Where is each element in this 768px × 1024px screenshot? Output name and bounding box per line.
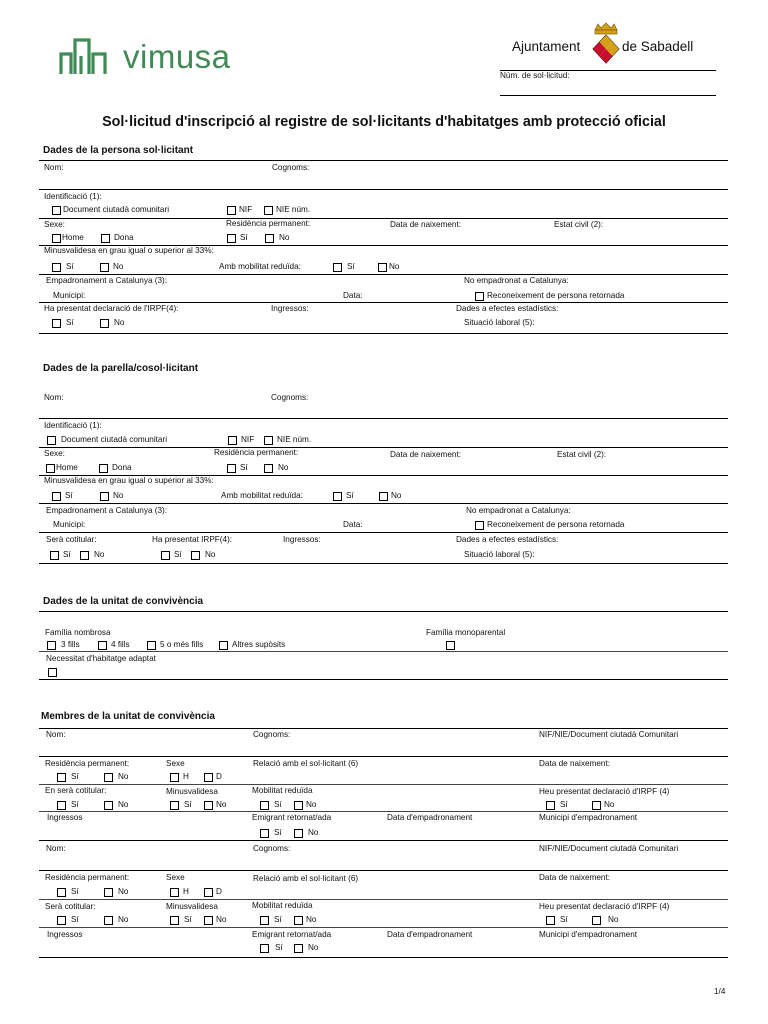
irpf-declaracio-label: Ha presentat declaració de l'IRPF(4): bbox=[44, 304, 179, 313]
m1-emigrant-si-checkbox[interactable] bbox=[260, 829, 269, 838]
m1-minus-no-label: No bbox=[216, 800, 227, 809]
m1-emigrant-si-label: Sí bbox=[274, 828, 282, 837]
irpf-no-checkbox[interactable] bbox=[100, 319, 109, 328]
m2-ingressos-label: Ingressos bbox=[47, 930, 83, 939]
ingressos-label: Ingressos: bbox=[271, 304, 309, 313]
habitatge-adaptat-checkbox[interactable] bbox=[48, 668, 57, 677]
m1-minus-si-label: Sí bbox=[184, 800, 192, 809]
m2-sexe-d-checkbox[interactable] bbox=[204, 888, 213, 897]
p-municipi-label: Municipi: bbox=[53, 520, 86, 529]
p-sera-cotitular-label: Serà cotitular: bbox=[46, 535, 97, 544]
m2-minusvalidesa-label: Minusvalidesa bbox=[166, 902, 218, 911]
ajuntament-logo bbox=[512, 22, 712, 66]
s1-rule-4 bbox=[39, 274, 728, 275]
m2-cotitular-label: Serà cotitular: bbox=[45, 902, 96, 911]
m1-cotitular-no-label: No bbox=[118, 800, 129, 809]
p-minusvalidesa-si-label: Sí bbox=[65, 491, 73, 500]
m1-mobilitat-no-checkbox[interactable] bbox=[294, 801, 303, 810]
3fills-label: 3 fills bbox=[61, 640, 80, 649]
m1-emigrant-no-label: No bbox=[308, 828, 319, 837]
m1-rule-3 bbox=[39, 811, 728, 812]
m2-irpf-si-checkbox[interactable] bbox=[546, 916, 555, 925]
m2-cognoms-label: Cognoms: bbox=[253, 844, 291, 853]
p-minusvalidesa-no-label: No bbox=[113, 491, 124, 500]
p-ha-presentat-irpf-label: Ha presentat IRPF(4): bbox=[152, 535, 233, 544]
m1-nom-label: Nom: bbox=[46, 730, 66, 739]
p-nif-label: NIF bbox=[241, 435, 255, 444]
p-no-empadronat-label: No empadronat a Catalunya: bbox=[466, 506, 571, 515]
nif-checkbox[interactable] bbox=[227, 206, 236, 215]
p-minusvalidesa-no-checkbox[interactable] bbox=[100, 492, 109, 501]
p-mobilitat-no-checkbox[interactable] bbox=[379, 492, 388, 501]
residencia-label: Residència permanent: bbox=[226, 219, 311, 228]
dades-estadistics-label: Dades a efectes estadístics: bbox=[456, 304, 559, 313]
monoparental-checkbox[interactable] bbox=[446, 641, 455, 650]
m2-emigrant-no-checkbox[interactable] bbox=[294, 944, 303, 953]
doc-ciutada-label: Document ciutadà comunitari bbox=[63, 205, 170, 214]
p-nie-label: NIE núm. bbox=[277, 435, 312, 444]
m2-rule-2 bbox=[39, 899, 728, 900]
p-cotitular-si-checkbox[interactable] bbox=[50, 551, 59, 560]
home-checkbox[interactable] bbox=[52, 234, 61, 243]
m1-sexe-d-label: D bbox=[216, 772, 222, 781]
m2-rule-1 bbox=[39, 870, 728, 871]
s1-bottom-rule bbox=[39, 333, 728, 334]
m2-cotitular-si-checkbox[interactable] bbox=[57, 916, 66, 925]
m2-mobilitat-si-checkbox[interactable] bbox=[260, 916, 269, 925]
m1-emigrant-label: Emigrant retornat/ada bbox=[252, 813, 332, 822]
m1-mobilitat-si-label: Sí bbox=[274, 800, 282, 809]
m1-mobilitat-no-label: No bbox=[306, 800, 317, 809]
reconeixement-checkbox[interactable] bbox=[475, 292, 484, 301]
vimusa-logo-mark-icon bbox=[59, 38, 109, 76]
s2-rule-1 bbox=[39, 418, 728, 419]
p-situacio-laboral-label: Situació laboral (5): bbox=[464, 550, 535, 559]
municipi-label: Municipi: bbox=[53, 291, 86, 300]
p-cotitular-no-checkbox[interactable] bbox=[80, 551, 89, 560]
m1-rule-1 bbox=[39, 756, 728, 757]
m2-emigrant-si-checkbox[interactable] bbox=[260, 944, 269, 953]
m1-mobilitat-label: Mobilitat reduïda bbox=[252, 786, 313, 795]
data-naixement-label: Data de naixement: bbox=[390, 220, 462, 229]
5fills-label: 5 o més fills bbox=[160, 640, 204, 649]
m2-top-rule bbox=[39, 840, 728, 841]
num-solicitud-field[interactable] bbox=[500, 95, 716, 96]
habitatge-adaptat-label: Necessitat d'habitatge adaptat bbox=[46, 654, 156, 663]
no-empadronat-label: No empadronat a Catalunya: bbox=[464, 276, 569, 285]
estat-civil-label: Estat civil (2): bbox=[554, 220, 604, 229]
p-cognoms-label: Cognoms: bbox=[271, 393, 309, 402]
dona-checkbox[interactable] bbox=[101, 234, 110, 243]
section3-title: Dades de la unitat de convivència bbox=[43, 596, 204, 607]
dona-label: Dona bbox=[114, 233, 134, 242]
s1-rule-5 bbox=[39, 302, 728, 303]
irpf-si-label: Sí bbox=[66, 318, 74, 327]
m2-sexe-label: Sexe bbox=[166, 873, 185, 882]
m1-emigrant-no-checkbox[interactable] bbox=[294, 829, 303, 838]
residencia-no-checkbox[interactable] bbox=[265, 234, 274, 243]
m2-minus-no-checkbox[interactable] bbox=[204, 916, 213, 925]
m2-emigrant-no-label: No bbox=[308, 943, 319, 952]
m1-nif-doc-label: NIF/NIE/Document ciutadà Comunitari bbox=[539, 730, 679, 739]
p-nom-label: Nom: bbox=[44, 393, 64, 402]
m2-mobilitat-si-label: Sí bbox=[274, 915, 282, 924]
section4-title: Membres de la unitat de convivència bbox=[41, 711, 215, 722]
m1-minus-si-checkbox[interactable] bbox=[170, 801, 179, 810]
m2-residencia-si-label: Sí bbox=[71, 887, 79, 896]
p-reconeixement-checkbox[interactable] bbox=[475, 521, 484, 530]
data-label: Data: bbox=[343, 291, 363, 300]
m2-residencia-label: Residència permanent: bbox=[45, 873, 130, 882]
familia-nombrosa-label: Família nombrosa bbox=[45, 628, 111, 637]
p-irpf-no-label: No bbox=[205, 550, 216, 559]
p-nie-checkbox[interactable] bbox=[264, 436, 273, 445]
vimusa-logo-text: vimusa bbox=[123, 38, 231, 75]
minusvalidesa-no-checkbox[interactable] bbox=[100, 263, 109, 272]
m2-data-naixement-label: Data de naixement: bbox=[539, 873, 611, 882]
s2-rule-5 bbox=[39, 532, 728, 533]
m1-irpf-no-checkbox[interactable] bbox=[592, 801, 601, 810]
p-mobilitat-no-label: No bbox=[391, 491, 402, 500]
s2-bottom-rule bbox=[39, 563, 728, 564]
vimusa-logo bbox=[59, 38, 249, 78]
m1-residencia-no-checkbox[interactable] bbox=[104, 773, 113, 782]
p-home-checkbox[interactable] bbox=[46, 464, 55, 473]
m1-sexe-d-checkbox[interactable] bbox=[204, 773, 213, 782]
m1-irpf-no-label: No bbox=[604, 800, 615, 809]
m2-residencia-no-label: No bbox=[118, 887, 129, 896]
mobilitat-si-label: Sí bbox=[347, 262, 355, 271]
s3-top-rule bbox=[39, 611, 728, 612]
m1-irpf-label: Heu presentat declaració d'IRPF (4) bbox=[539, 787, 670, 796]
m1-rule-2 bbox=[39, 784, 728, 785]
m1-cotitular-si-checkbox[interactable] bbox=[57, 801, 66, 810]
mobilitat-label: Amb mobilitat reduïda: bbox=[219, 262, 301, 271]
m2-mobilitat-no-checkbox[interactable] bbox=[294, 916, 303, 925]
identificacio-label: Identificació (1): bbox=[44, 192, 102, 201]
m2-sexe-h-label: H bbox=[183, 887, 189, 896]
irpf-no-label: No bbox=[114, 318, 125, 327]
m1-municipi-empadronament-label: Municipi d'empadronament bbox=[539, 813, 638, 822]
p-dona-checkbox[interactable] bbox=[99, 464, 108, 473]
p-dona-label: Dona bbox=[112, 463, 132, 472]
m1-residencia-si-checkbox[interactable] bbox=[57, 773, 66, 782]
familia-monoparental-label: Família monoparental bbox=[426, 628, 506, 637]
p-mobilitat-si-checkbox[interactable] bbox=[333, 492, 342, 501]
p-residencia-si-label: Sí bbox=[240, 463, 248, 472]
nom-label: Nom: bbox=[44, 163, 64, 172]
m2-data-empadronament-label: Data d'empadronament bbox=[387, 930, 473, 939]
m1-minus-no-checkbox[interactable] bbox=[204, 801, 213, 810]
m2-sexe-h-checkbox[interactable] bbox=[170, 888, 179, 897]
m2-rule-3 bbox=[39, 927, 728, 928]
section1-title: Dades de la persona sol·licitant bbox=[43, 145, 194, 156]
minusvalidesa-si-label: Sí bbox=[66, 262, 74, 271]
m2-mobilitat-label: Mobilitat reduïda bbox=[252, 901, 313, 910]
residencia-no-label: No bbox=[279, 233, 290, 242]
s1-rule-2 bbox=[39, 218, 728, 219]
m1-relacio-label: Relació amb el sol·licitant (6) bbox=[253, 759, 359, 768]
sabadell-crest-icon bbox=[590, 22, 622, 64]
m1-cognoms-label: Cognoms: bbox=[253, 730, 291, 739]
mobilitat-no-checkbox[interactable] bbox=[378, 263, 387, 272]
p-cotitular-no-label: No bbox=[94, 550, 105, 559]
home-label: Home bbox=[62, 233, 84, 242]
m2-cotitular-si-label: Sí bbox=[71, 915, 79, 924]
m2-minus-si-label: Sí bbox=[184, 915, 192, 924]
m1-data-empadronament-label: Data d'empadronament bbox=[387, 813, 473, 822]
m2-irpf-no-label: No bbox=[608, 915, 619, 924]
p-nif-checkbox[interactable] bbox=[228, 436, 237, 445]
m1-residencia-si-label: Sí bbox=[71, 772, 79, 781]
m2-cotitular-no-checkbox[interactable] bbox=[104, 916, 113, 925]
nie-label: NIE núm. bbox=[276, 205, 311, 214]
p-ingressos-label: Ingressos: bbox=[283, 535, 321, 544]
m1-irpf-si-label: Sí bbox=[560, 800, 568, 809]
m2-nif-doc-label: NIF/NIE/Document ciutadà Comunitari bbox=[539, 844, 679, 853]
p-residencia-label: Residència permanent: bbox=[214, 448, 299, 457]
irpf-si-checkbox[interactable] bbox=[52, 319, 61, 328]
4fills-label: 4 fills bbox=[111, 640, 130, 649]
4fills-checkbox[interactable] bbox=[98, 641, 107, 650]
m2-irpf-label: Heu presentat declaració d'IRPF (4) bbox=[539, 902, 670, 911]
3fills-checkbox[interactable] bbox=[47, 641, 56, 650]
de-sabadell-text: de Sabadell bbox=[622, 39, 694, 54]
m2-cotitular-no-label: No bbox=[118, 915, 129, 924]
m2-emigrant-si-label: Sí bbox=[275, 943, 283, 952]
mobilitat-si-checkbox[interactable] bbox=[333, 263, 342, 272]
m2-relacio-label: Relació amb el sol·licitant (6) bbox=[253, 874, 359, 883]
p-dades-estadistics-label: Dades a efectes estadístics: bbox=[456, 535, 559, 544]
s4-bottom-rule bbox=[39, 957, 728, 958]
m1-minusvalidesa-label: Minusvalidesa bbox=[166, 787, 218, 796]
num-solicitud-label: Núm. de sol·licitud: bbox=[500, 71, 570, 80]
altres-label: Altres supòsits bbox=[232, 640, 286, 649]
residencia-si-checkbox[interactable] bbox=[227, 234, 236, 243]
p-minusvalidesa-si-checkbox[interactable] bbox=[52, 492, 61, 501]
m1-ingressos-label: Ingressos bbox=[47, 813, 83, 822]
p-estat-civil-label: Estat civil (2): bbox=[557, 450, 607, 459]
p-irpf-si-label: Sí bbox=[174, 550, 182, 559]
p-empadronament-label: Empadronament a Catalunya (3): bbox=[46, 506, 168, 515]
p-sexe-label: Sexe: bbox=[44, 449, 65, 458]
cognoms-label: Cognoms: bbox=[272, 163, 310, 172]
minusvalidesa-si-checkbox[interactable] bbox=[52, 263, 61, 272]
m2-nom-label: Nom: bbox=[46, 844, 66, 853]
minusvalidesa-no-label: No bbox=[113, 262, 124, 271]
p-reconeixement-label: Reconeixement de persona retornada bbox=[487, 520, 625, 529]
m2-emigrant-label: Emigrant retornat/ada bbox=[252, 930, 332, 939]
s1-rule-1 bbox=[39, 189, 728, 190]
m1-mobilitat-si-checkbox[interactable] bbox=[260, 801, 269, 810]
m1-sexe-label: Sexe bbox=[166, 759, 185, 768]
s3-rule-1 bbox=[39, 651, 728, 652]
p-doc-ciutada-label: Document ciutadà comunitari bbox=[61, 435, 168, 444]
m1-sexe-h-checkbox[interactable] bbox=[170, 773, 179, 782]
empadronament-label: Empadronament a Catalunya (3): bbox=[46, 276, 168, 285]
nie-checkbox[interactable] bbox=[264, 206, 273, 215]
m2-minus-si-checkbox[interactable] bbox=[170, 916, 179, 925]
m1-residencia-no-label: No bbox=[118, 772, 129, 781]
p-identificacio-label: Identificació (1): bbox=[44, 421, 102, 430]
doc-ciutada-checkbox[interactable] bbox=[52, 206, 61, 215]
m1-cotitular-si-label: Sí bbox=[71, 800, 79, 809]
p-mobilitat-si-label: Sí bbox=[346, 491, 354, 500]
m1-cotitular-label: En serà cotitular: bbox=[45, 786, 107, 795]
m2-municipi-empadronament-label: Municipi d'empadronament bbox=[539, 930, 638, 939]
page-number: 1/4 bbox=[714, 987, 726, 996]
residencia-si-label: Sí bbox=[240, 233, 248, 242]
altres-checkbox[interactable] bbox=[219, 641, 228, 650]
p-minusvalidesa-label: Minusvalidesa en grau igual o superior al 33%: bbox=[44, 476, 214, 485]
sexe-label: Sexe: bbox=[44, 220, 65, 229]
nif-label: NIF bbox=[239, 205, 253, 214]
p-residencia-no-label: No bbox=[278, 463, 289, 472]
p-home-label: Home bbox=[56, 463, 78, 472]
m2-minus-no-label: No bbox=[216, 915, 227, 924]
m2-irpf-si-label: Sí bbox=[560, 915, 568, 924]
minusvalidesa-label: Minusvalidesa en grau igual o superior al 33%: bbox=[44, 246, 214, 255]
p-irpf-no-checkbox[interactable] bbox=[191, 551, 200, 560]
m1-top-rule bbox=[39, 728, 728, 729]
p-mobilitat-label: Amb mobilitat reduïda: bbox=[221, 491, 303, 500]
s2-rule-4 bbox=[39, 503, 728, 504]
s3-bottom-rule bbox=[39, 679, 728, 680]
reconeixement-label: Reconeixement de persona retornada bbox=[487, 291, 625, 300]
m2-residencia-si-checkbox[interactable] bbox=[57, 888, 66, 897]
section2-title: Dades de la parella/cosol·licitant bbox=[43, 363, 199, 374]
page-title: Sol·licitud d'inscripció al registre de sol·licitants d'habitatges amb protecció oficial bbox=[102, 114, 666, 130]
p-residencia-no-checkbox[interactable] bbox=[264, 464, 273, 473]
p-doc-ciutada-checkbox[interactable] bbox=[47, 436, 56, 445]
s2-rule-2 bbox=[39, 447, 728, 448]
m2-sexe-d-label: D bbox=[216, 887, 222, 896]
ajuntament-text: Ajuntament bbox=[512, 39, 581, 54]
5fills-checkbox[interactable] bbox=[147, 641, 156, 650]
mobilitat-no-label: No bbox=[389, 262, 400, 271]
situacio-laboral-label: Situació laboral (5): bbox=[464, 318, 535, 327]
m1-residencia-label: Residència permanent: bbox=[45, 759, 130, 768]
p-cotitular-si-label: Sí bbox=[63, 550, 71, 559]
m2-irpf-no-checkbox[interactable] bbox=[592, 916, 601, 925]
m1-irpf-si-checkbox[interactable] bbox=[546, 801, 555, 810]
m1-cotitular-no-checkbox[interactable] bbox=[104, 801, 113, 810]
m1-data-naixement-label: Data de naixement: bbox=[539, 759, 611, 768]
m2-residencia-no-checkbox[interactable] bbox=[104, 888, 113, 897]
m2-mobilitat-no-label: No bbox=[306, 915, 317, 924]
section1-top-rule bbox=[39, 160, 728, 161]
p-data-naixement-label: Data de naixement: bbox=[390, 450, 462, 459]
p-data-label: Data: bbox=[343, 520, 363, 529]
p-irpf-si-checkbox[interactable] bbox=[161, 551, 170, 560]
m1-sexe-h-label: H bbox=[183, 772, 189, 781]
p-residencia-si-checkbox[interactable] bbox=[227, 464, 236, 473]
